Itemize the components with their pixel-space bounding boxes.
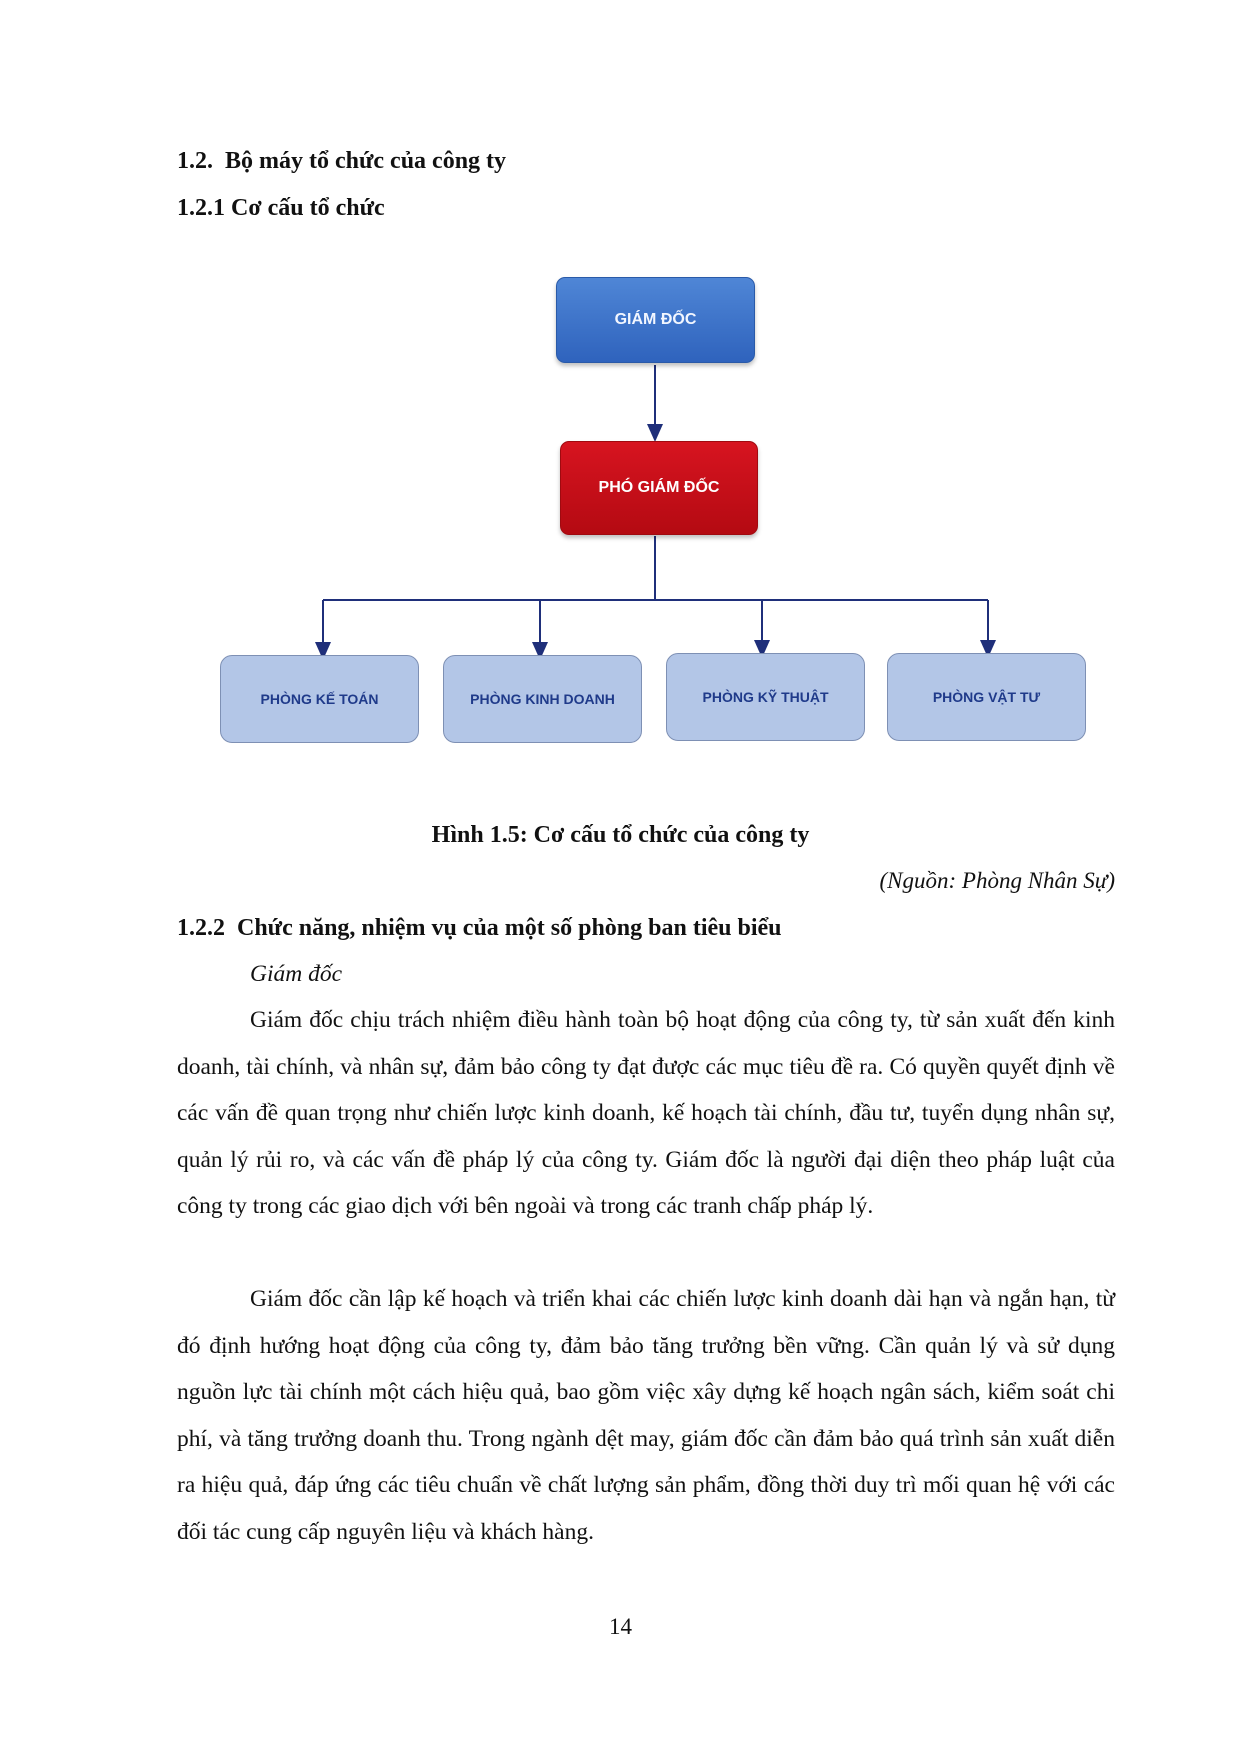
section-number: 1.2.: [177, 148, 213, 174]
figure-caption: Hình 1.5: Cơ cấu tổ chức của công ty: [431, 822, 810, 848]
section-title: Bộ máy tổ chức của công ty: [225, 148, 507, 174]
section-title: Chức năng, nhiệm vụ của một số phòng ban tiêu biểu: [237, 915, 782, 941]
page-number: 14: [609, 1614, 632, 1639]
paragraph-1: Giám đốc chịu trách nhiệm điều hành toàn bộ hoạt động của công ty, từ sản xuất đến kinh doanh, tài chính, và nhân sự, đảm bảo công ty đạt được các mục tiêu đề ra. Có quyền quyết định về các vấn đề quan trọng như chiến lược kinh doanh, kế hoạch tài chính, đầu tư, tuyển dụng nhân sự, quản lý rủi ro, và các vấn đề pháp lý của công ty. Giám đốc là người đại diện theo pháp luật của công ty trong các giao dịch với bên ngoài và trong các tranh chấp pháp lý.: [177, 1007, 1115, 1219]
figure-source: (Nguồn: Phòng Nhân Sự): [879, 868, 1115, 893]
section-heading-1-2-1: 1.2.1 Cơ cấu tổ chức: [177, 195, 385, 221]
section-heading-1-2-2: [177, 915, 782, 942]
node-director: GIÁM ĐỐC: [556, 277, 755, 363]
node-sales-dept: PHÒNG KINH DOANH: [443, 655, 642, 743]
node-technical-dept: PHÒNG KỸ THUẬT: [666, 653, 865, 741]
node-deputy-director: PHÓ GIÁM ĐỐC: [560, 441, 758, 535]
section-number: 1.2.2: [177, 915, 225, 941]
paragraph-2: Giám đốc cần lập kế hoạch và triển khai các chiến lược kinh doanh dài hạn và ngắn hạn, từ đó định hướng hoạt động của công ty, đảm bảo tăng trưởng bền vững. Cần quản lý và sử dụng nguồn lực tài chính một cách hiệu quả, bao gồm việc xây dựng kế hoạch ngân sách, kiểm soát chi phí, và tăng trưởng doanh thu. Trong ngành dệt may, giám đốc cần đảm bảo quá trình sản xuất diễn ra hiệu quả, đáp ứng các tiêu chuẩn về chất lượng sản phẩm, đồng thời duy trì mối quan hệ với các đối tác cung cấp nguyên liệu và khách hàng.: [177, 1286, 1115, 1545]
node-supplies-dept: PHÒNG VẬT TƯ: [887, 653, 1086, 741]
subheading-director: Giám đốc: [250, 961, 343, 987]
node-accounting-dept: PHÒNG KẾ TOÁN: [220, 655, 419, 743]
org-chart-connectors: [0, 0, 1241, 760]
